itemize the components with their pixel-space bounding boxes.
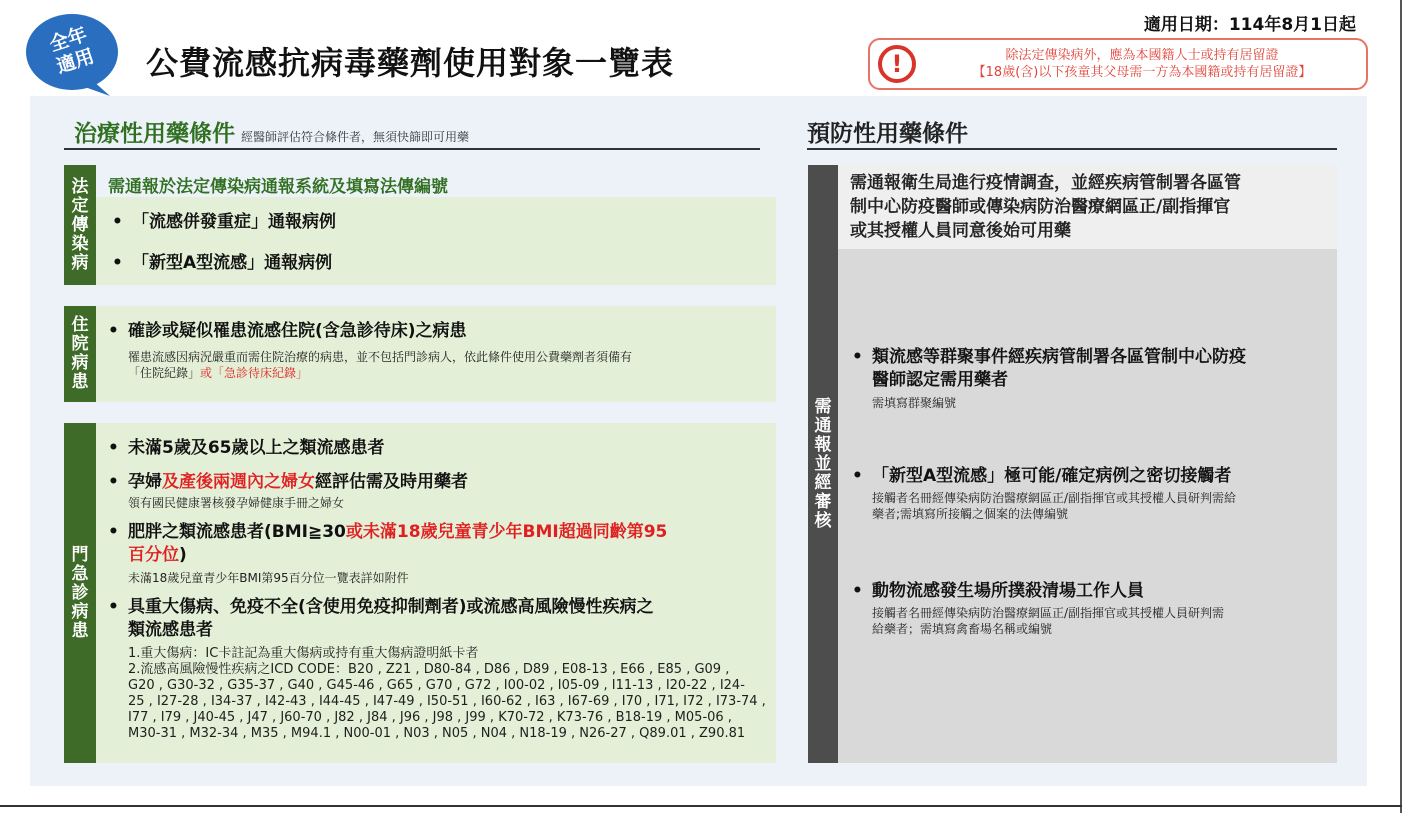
bmi-child-highlight: 或未滿18歲兒童青少年BMI超過同齡第95 xyxy=(345,522,668,542)
frame-bottom-rule xyxy=(0,805,1402,807)
badge-line-1: 全年 xyxy=(46,23,90,56)
icd-line-1: 2.流感高風險慢性疾病之ICD CODE：B20 , Z21 , D80-84 , D86 , D89 , E08-13 , E66 , E85 , G09 , xyxy=(128,662,730,677)
icd-line-4: I77 , I79 , J40-45 , J47 , J60-70 , J82 , J84 , J96 , J98 , J99 , K70-72 , K73-76 , B18-19 , M05-06 , xyxy=(128,710,732,725)
prevention-item-3: • 動物流感發生場所撲殺清場工作人員 xyxy=(872,580,1332,603)
icd-line-2: G20 , G30-32 , G35-37 , G40 , G45-46 , G65 , G70 , G72 , I00-02 , I05-09 , I11-13 , I20-22 , I24- xyxy=(128,678,745,693)
warning-icon: ! xyxy=(878,45,916,83)
outpatient-item-2: • 孕婦及產後兩週內之婦女經評估需及時用藥者 xyxy=(128,471,468,494)
legal-disease-tab: 法定傳染病 xyxy=(64,165,96,285)
outpatient-item-3-note: 未滿18歲兒童青少年BMI第95百分位一覽表詳如附件 xyxy=(128,571,409,585)
prevention-item-2-note: 接觸者名冊經傳染病防治醫療網區正/副指揮官或其授權人員研判需給 藥者;需填寫所接觸之個案的法傳編號 xyxy=(872,491,1237,521)
treatment-title: 治療性用藥條件 xyxy=(74,121,235,147)
prevention-item-1-note: 需填寫群聚編號 xyxy=(872,396,957,410)
prevention-item-2: • 「新型A型流感」極可能/確定病例之密切接觸者 xyxy=(872,465,1332,488)
outpatient-item-1: • 未滿5歲及65歲以上之類流感患者 xyxy=(128,437,385,460)
all-year-badge xyxy=(22,10,124,98)
badge-line-2: 適用 xyxy=(53,45,97,78)
nationality-notice xyxy=(868,38,1368,90)
inpatient-item: • 確診或疑似罹患流感住院(含急診待床)之病患 xyxy=(128,320,467,343)
effective-date: 適用日期：114年8月1日起 xyxy=(1143,15,1356,35)
treatment-section-title xyxy=(74,115,469,148)
outpatient-item-3: • 肥胖之類流感患者(BMI≧30或未滿18歲兒童青少年BMI超過同齡第95 百分位) xyxy=(128,521,774,567)
icd-line-3: 25 , I27-28 , I34-37 , I42-43 , I44-45 , I47-49 , I50-51 , I60-62 , I63 , I67-69 , I70 , I71, I72 , I73-74 , xyxy=(128,694,766,709)
inpatient-note xyxy=(128,349,774,381)
prevention-review-tab: 需通報並經審核 xyxy=(808,165,838,763)
inpatient-note-er-record: 或「急診待床紀錄」 xyxy=(200,366,309,380)
prevention-item-3-note: 接觸者名冊經傳染病防治醫療網區正/副指揮官或其授權人員研判需 給藥者；需填寫禽畜場名稱或編號 xyxy=(872,606,1225,636)
inpatient-tab: 住院病患 xyxy=(64,306,96,402)
prevention-section-title: 預防性用藥條件 xyxy=(807,121,968,147)
legal-heading: 需通報於法定傳染病通報系統及填寫法傳編號 xyxy=(108,177,448,197)
treatment-subtitle: 經醫師評估符合條件者，無須快篩即可用藥 xyxy=(241,130,470,144)
icd-code-list xyxy=(128,646,774,742)
prevention-heading: 需通報衛生局進行疫情調查，並經疾病管制署各區管 制中心防疫醫師或傳染病防治醫療網區正/副指揮官 或其授權人員同意後始可用藥 xyxy=(850,173,1241,241)
major-illness-note: 1.重大傷病：IC卡註記為重大傷病或持有重大傷病證明紙卡者 xyxy=(128,646,479,661)
outpatient-item-2-note: 領有國民健康署核發孕婦健康手冊之婦女 xyxy=(128,496,345,510)
icd-line-5: M30-31 , M32-34 , M35 , M94.1 , N00-01 , N03 , N05 , N04 , N18-19 , N26-27 , Q89.01 , Z90.81 xyxy=(128,726,746,741)
inpatient-note-line-1: 罹患流感因病況嚴重而需住院治療的病患，並不包括門診病人，依此條件使用公費藥劑者須備有 xyxy=(128,350,633,364)
prevention-item-1: • 類流感等群聚事件經疾病管制署各區管制中心防疫 醫師認定需用藥者 xyxy=(872,346,1332,392)
page-title: 公費流感抗病毒藥劑使用對象一覽表 xyxy=(146,44,675,82)
legal-item-1: • 「流感併發重症」通報病例 xyxy=(132,211,336,234)
notice-line-2: 【18歲(含)以下孩童其父母需一方為本國籍或持有居留證】 xyxy=(972,65,1312,80)
outpatient-tab: 門急診病患 xyxy=(64,423,96,763)
legal-item-2: • 「新型A型流感」通報病例 xyxy=(132,252,332,275)
outpatient-item-4: • 具重大傷病、免疫不全(含使用免疫抑制劑者)或流感高風險慢性疾病之 類流感患者 xyxy=(128,596,774,642)
inpatient-note-record: 「住院紀錄」 xyxy=(128,366,201,380)
prevention-rule xyxy=(807,148,1337,150)
treatment-rule xyxy=(64,148,760,150)
notice-line-1: 除法定傳染病外，應為本國籍人士或持有居留證 xyxy=(1005,48,1279,63)
postpartum-highlight: 及產後兩週內之婦女 xyxy=(162,472,315,492)
